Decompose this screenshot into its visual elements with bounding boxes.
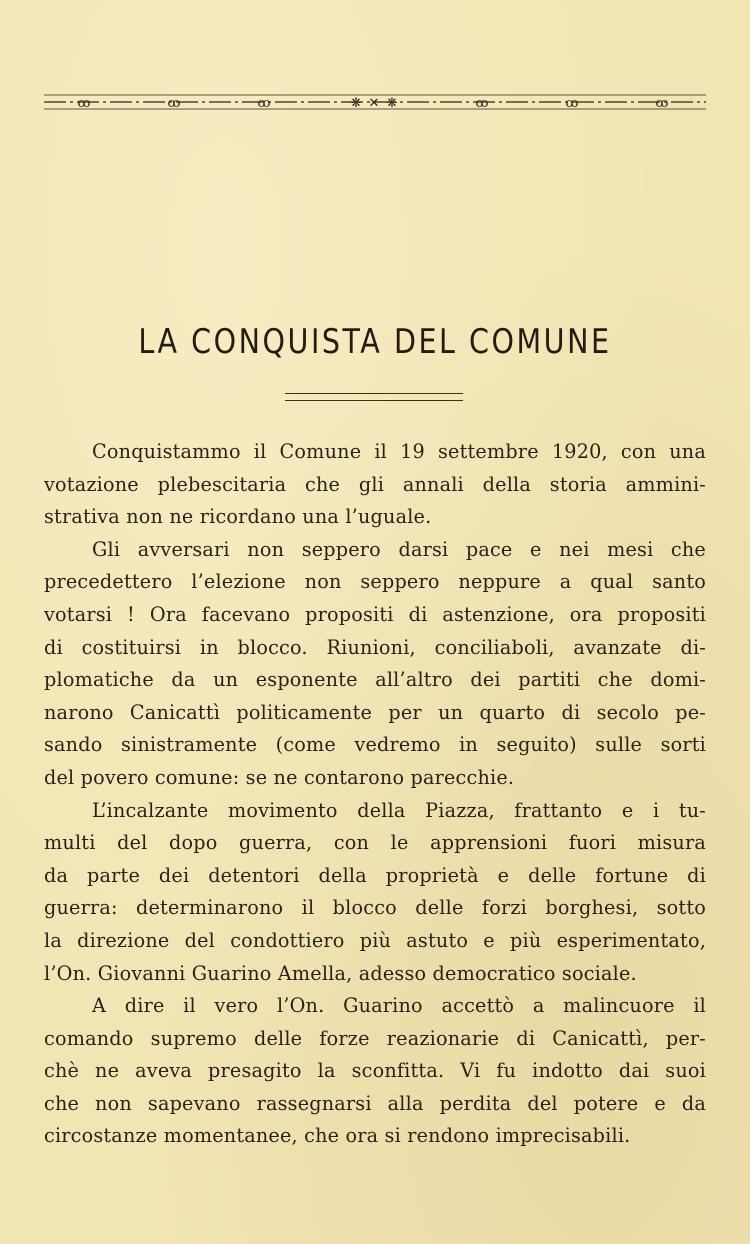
svg-text:ꝏ: ꝏ [167,96,181,111]
paragraph [44,436,706,534]
svg-text:ꝏ: ꝏ [257,96,271,111]
text-line: comando supremo delle forze reazionarie di Canicattì, per- [44,1026,706,1050]
svg-text:ꝏ: ꝏ [655,96,669,111]
text-line: chè ne aveva presagito la sconfitta. Vi fu indotto dai suoi [44,1059,706,1083]
text-line: circostanze momentanee, che ora si rendono imprecisabili. [44,1124,631,1148]
text-line: strativa non ne ricordano una l’uguale. [44,505,432,529]
svg-text:ꝏ: ꝏ [565,96,579,111]
text-line: Gli avversari non seppero darsi pace e nei mesi che [92,537,706,561]
paragraph [44,795,706,991]
text-line: sando sinistramente (come vedremo in seguito) sulle sorti [44,733,706,757]
text-line: L’incalzante movimento della Piazza, frattanto e i tu- [92,798,706,822]
text-line: narono Canicattì politicamente per un quarto di secolo pe- [44,700,706,724]
text-line: plomatiche da un esponente all’altro dei partiti che domi- [44,668,706,692]
text-line: multi del dopo guerra, con le apprensioni fuori misura [44,831,706,855]
svg-text:❋: ❋ [386,96,398,111]
text-line: l’On. Giovanni Guarino Amella, adesso democratico sociale. [44,961,637,985]
svg-text:ꝏ: ꝏ [77,96,91,111]
title-double-rule [285,393,463,401]
text-line: del povero comune: se ne contarono parecchie. [44,765,515,789]
text-line: di costituirsi in blocco. Riunioni, conciliaboli, avanzate di- [44,635,706,659]
text-line: la direzione del condottiero più astuto e più esperimentato, [44,928,706,952]
text-line: votazione plebescitaria che gli annali della storia ammini- [44,472,706,496]
paragraph [44,534,706,795]
text-line: da parte dei detentori della proprietà e delle fortune di [44,863,706,887]
text-line: A dire il vero l’On. Guarino accettò a malincuore il [92,994,706,1018]
body-text [44,436,706,1153]
decorative-header-border [44,92,706,112]
paragraph [44,990,706,1153]
svg-text:ꝏ: ꝏ [475,96,489,111]
svg-text:✕: ✕ [368,96,380,111]
text-line: precedettero l’elezione non seppero neppure a qual santo [44,570,706,594]
text-line: votarsi ! Ora facevano propositi di astenzione, ora propositi [44,602,706,626]
svg-text:❋: ❋ [350,96,362,111]
text-line: Conquistammo il Comune il 19 settembre 1920, con una [92,440,706,463]
text-line: guerra: determinarono il blocco delle forzi borghesi, sotto [44,896,706,920]
chapter-title: LA CONQUISTA DEL COMUNE [138,322,612,362]
text-line: che non sapevano rassegnarsi alla perdita del potere e da [44,1091,706,1115]
